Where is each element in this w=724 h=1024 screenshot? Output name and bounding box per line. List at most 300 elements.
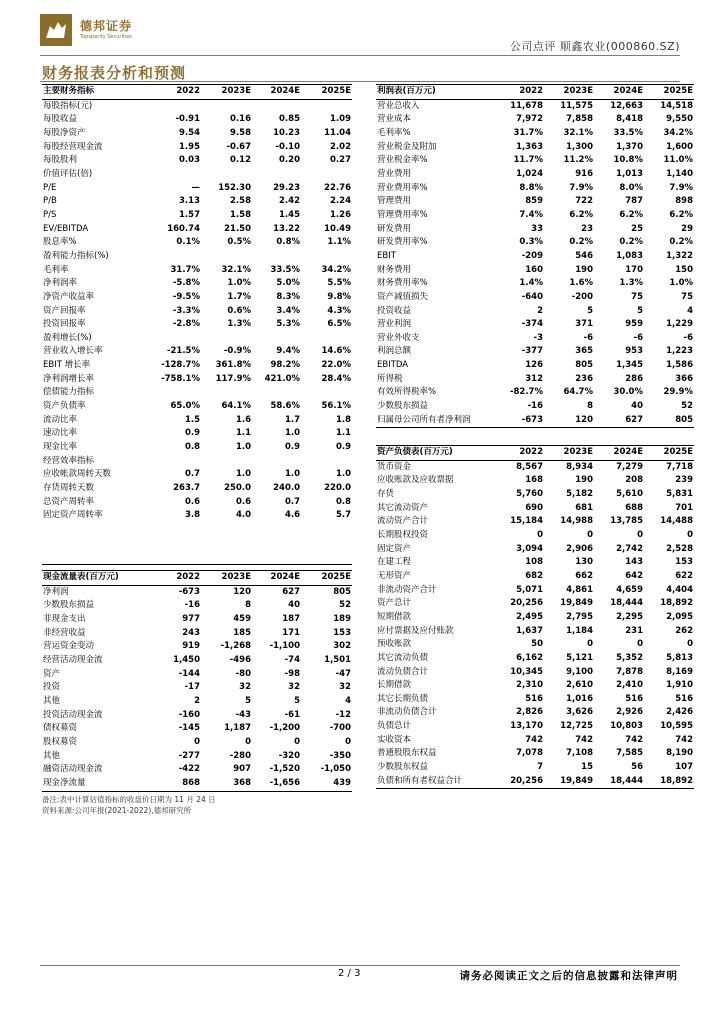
table-row <box>42 414 352 428</box>
row-label: 资产负债表(百万元) <box>376 446 494 461</box>
cell-value: 622 <box>675 570 693 581</box>
cell-value: -209 <box>521 250 543 261</box>
cell-value: 5,121 <box>566 652 593 663</box>
cell-value: -6 <box>633 332 643 343</box>
cell-value: -12 <box>335 709 351 720</box>
cell-value: 75 <box>631 291 643 302</box>
cell-value: 2.58 <box>230 196 251 207</box>
cell-value <box>152 250 201 264</box>
cell-value <box>301 386 352 400</box>
table-row <box>42 223 352 237</box>
table-row <box>376 747 694 761</box>
section-title: 财务报表分析和预测 <box>42 64 187 82</box>
cell-value: 236 <box>575 373 593 384</box>
table-row <box>42 291 352 305</box>
cell-value: 1.0 <box>284 469 300 480</box>
cell-value: 11.7% <box>513 155 543 166</box>
cell-value: 239 <box>675 475 693 486</box>
table-row <box>42 750 352 764</box>
cell-value: 3,626 <box>566 707 593 718</box>
cell-value: 2022 <box>152 571 201 586</box>
table-row <box>376 584 694 598</box>
table-row <box>376 250 694 264</box>
cell-value: -1,200 <box>269 723 300 734</box>
bull-logo-icon <box>40 14 72 46</box>
cell-value: 953 <box>625 346 643 357</box>
cell-value: 8,190 <box>666 748 693 759</box>
cell-value: 1,586 <box>666 360 693 371</box>
row-label: 长期股权投资 <box>377 529 429 540</box>
cell-value: 1,300 <box>566 141 593 152</box>
cell-value: -1,520 <box>269 764 300 775</box>
cell-value: 2025E <box>301 85 352 100</box>
row-label: 应付票据及应付账款 <box>377 625 454 636</box>
cell-value: 10,345 <box>510 666 543 677</box>
table-row <box>42 722 352 736</box>
cell-value: 7.9% <box>569 182 593 193</box>
table-row <box>376 400 694 414</box>
row-label: 所得税 <box>377 373 403 384</box>
cell-value <box>252 537 301 551</box>
table-row <box>376 706 694 720</box>
row-label: 总资产周转率 <box>43 496 95 507</box>
row-label: 速动比率 <box>43 428 78 439</box>
cell-value <box>152 332 201 346</box>
row-label: 财务费用率% <box>377 278 428 289</box>
table-row <box>376 141 694 155</box>
cell-value <box>201 250 252 264</box>
table-row <box>42 496 352 510</box>
page-number: 2 / 3 <box>338 968 361 979</box>
row-label: 每股指标(元) <box>43 100 93 111</box>
footnote-remark: 备注:表中计算估值指标的收盘价日期为 11 月 24 日 <box>42 795 216 804</box>
row-label: 无形资产 <box>377 570 412 581</box>
cell-value: 120 <box>233 586 251 597</box>
cell-value: 2024E <box>252 85 301 100</box>
row-label: 有效所得税率% <box>377 387 437 398</box>
cell-value: 0.1% <box>176 237 200 248</box>
cell-value: 2023E <box>201 85 252 100</box>
row-label: 偿债能力指标 <box>43 387 95 398</box>
cell-value: 18,444 <box>610 598 643 609</box>
table-row <box>376 720 694 734</box>
cell-value: 1.6 <box>235 414 251 425</box>
table-row <box>376 556 694 570</box>
cell-value: 29 <box>681 223 693 234</box>
table-row <box>42 386 352 400</box>
cell-value: 3.4% <box>276 305 300 316</box>
cell-value: 32 <box>288 682 300 693</box>
cell-value: 365 <box>575 346 593 357</box>
cell-value: 56 <box>631 762 643 773</box>
row-label: 负债和所有者权益合计 <box>376 775 494 789</box>
cell-value <box>152 386 201 400</box>
cell-value: 22.76 <box>324 182 351 193</box>
cell-value: 1,370 <box>616 141 643 152</box>
cell-value: 98.2% <box>270 360 300 371</box>
cell-value: 6.2% <box>669 209 693 220</box>
cell-value: 0.9 <box>284 442 300 453</box>
cell-value: 1,013 <box>616 168 643 179</box>
cell-value: 1,322 <box>666 250 693 261</box>
cell-value: 898 <box>675 196 693 207</box>
table-row <box>42 141 352 155</box>
cell-value: 5,352 <box>616 652 643 663</box>
cell-value: 11.04 <box>324 127 351 138</box>
cell-value <box>201 99 252 113</box>
cell-value: 1.26 <box>330 209 351 220</box>
cell-value: 108 <box>525 557 543 568</box>
cell-value: 2,310 <box>516 680 543 691</box>
cell-value <box>301 550 352 564</box>
cell-value: 8,169 <box>666 666 693 677</box>
cell-value: 1,910 <box>666 680 693 691</box>
cell-value <box>301 332 352 346</box>
cell-value: 977 <box>182 613 200 624</box>
cell-value: 243 <box>182 627 200 638</box>
table-row <box>376 611 694 625</box>
cell-value: -98 <box>284 668 300 679</box>
cell-value: 13,785 <box>610 516 643 527</box>
report-header: 公司点评 顺鑫农业(000860.SZ) <box>509 40 680 53</box>
row-label: 盈利增长(%) <box>43 332 92 343</box>
cell-value <box>252 332 301 346</box>
cell-value: — <box>191 182 200 193</box>
cell-value: 11.0% <box>663 155 693 166</box>
table-row <box>376 775 694 789</box>
table-row <box>376 679 694 693</box>
company-name: 德邦证券 <box>80 19 133 33</box>
cell-value: 4 <box>687 305 693 316</box>
cell-value: 742 <box>525 734 543 745</box>
row-label: 净利润增长率 <box>43 373 95 384</box>
row-label: 债权募资 <box>43 723 78 734</box>
cell-value <box>252 550 301 564</box>
table-row <box>376 195 694 209</box>
cell-value: -21.5% <box>166 346 200 357</box>
row-label: 现金净流量 <box>42 777 152 791</box>
cell-value: 32 <box>339 682 351 693</box>
cell-value: 787 <box>625 196 643 207</box>
cell-value: 2,495 <box>516 611 543 622</box>
cell-value: 919 <box>182 641 200 652</box>
row-label: 实收资本 <box>377 734 412 745</box>
row-label <box>42 537 152 551</box>
table-row <box>42 305 352 319</box>
table-row <box>42 613 352 627</box>
table-row <box>42 345 352 359</box>
cell-value: 5 <box>245 695 251 706</box>
row-label: 其他 <box>43 750 61 761</box>
table-row <box>42 550 352 564</box>
table-row <box>376 638 694 652</box>
cell-value: 682 <box>525 570 543 581</box>
cell-value: 1.0% <box>669 278 693 289</box>
cell-value: 1.0% <box>227 278 251 289</box>
cell-value: 0 <box>587 639 593 650</box>
cell-value: 13.22 <box>273 223 300 234</box>
cell-value: 143 <box>625 557 643 568</box>
cell-value: 9,100 <box>566 666 593 677</box>
table-row <box>42 318 352 332</box>
table-row <box>376 127 694 141</box>
cell-value: 160.74 <box>167 223 200 234</box>
table-row <box>376 502 694 516</box>
row-label: 现金流量表(百万元) <box>42 571 152 586</box>
row-label: 现金比率 <box>43 442 78 453</box>
cell-value: 18,892 <box>660 598 693 609</box>
table-row <box>42 509 352 523</box>
cell-value: 0 <box>637 639 643 650</box>
row-label: 归属母公司所有者净利润 <box>376 414 494 428</box>
table-row <box>376 332 694 346</box>
cell-value: 1,229 <box>666 319 693 330</box>
row-label: 营业总收入 <box>377 100 420 111</box>
table-row <box>376 529 694 543</box>
cell-value: 5,813 <box>666 652 693 663</box>
row-label: 营业收入增长率 <box>43 346 103 357</box>
cell-value: 8 <box>245 600 251 611</box>
cell-value: 18,444 <box>594 775 644 789</box>
row-label: 投资回报率 <box>43 319 86 330</box>
cell-value: 231 <box>625 625 643 636</box>
footnote-source: 资料来源:公司年报(2021-2022),德邦研究所 <box>42 806 192 815</box>
row-label: 营业税金率% <box>377 155 428 166</box>
cell-value: -160 <box>178 709 200 720</box>
cell-value: -5.8% <box>172 278 200 289</box>
table-row <box>376 345 694 359</box>
cell-value: -1,050 <box>320 764 351 775</box>
cell-value: 805 <box>333 586 351 597</box>
table-header-row <box>42 571 352 586</box>
cell-value <box>252 250 301 264</box>
cell-value: 0.16 <box>230 114 251 125</box>
cell-value: 2,742 <box>616 543 643 554</box>
table-row <box>42 763 352 777</box>
cell-value: 187 <box>282 613 300 624</box>
table-row <box>42 332 352 346</box>
row-label: 营运资金变动 <box>43 641 95 652</box>
cell-value: 40 <box>288 600 300 611</box>
cell-value: -128.7% <box>161 360 200 371</box>
cell-value: 10,803 <box>610 721 643 732</box>
cell-value: 0.2% <box>669 237 693 248</box>
cell-value: 516 <box>675 693 693 704</box>
cell-value: -0.9% <box>223 346 251 357</box>
row-label: 其它长期负债 <box>377 693 429 704</box>
table-row <box>42 209 352 223</box>
table-row <box>376 488 694 502</box>
table-row <box>376 223 694 237</box>
row-label: 其它流动负债 <box>377 652 429 663</box>
table-row <box>376 414 694 428</box>
main-indicators-table <box>42 84 352 565</box>
cell-value: 0.3% <box>519 237 543 248</box>
cell-value: 4.0 <box>235 510 251 521</box>
cell-value: -200 <box>571 291 593 302</box>
cell-value: 0.20 <box>279 155 300 166</box>
row-label: 管理费用率% <box>377 209 428 220</box>
cell-value: 0.8% <box>276 237 300 248</box>
cell-value <box>201 455 252 469</box>
cell-value <box>301 168 352 182</box>
table-row <box>42 236 352 250</box>
cash-flow-table <box>42 570 352 792</box>
cell-value: 859 <box>525 196 543 207</box>
table-row <box>42 455 352 469</box>
table-row <box>42 681 352 695</box>
cell-value: 11,575 <box>560 100 593 111</box>
cell-value <box>252 99 301 113</box>
cell-value: 5.0% <box>276 278 300 289</box>
row-label: 其他 <box>43 695 61 706</box>
cell-value: 1.45 <box>279 209 300 220</box>
cell-value <box>301 99 352 113</box>
cell-value: -61 <box>284 709 300 720</box>
cell-value: 22.0% <box>321 360 351 371</box>
cell-value: 742 <box>625 734 643 745</box>
cell-value: 3,094 <box>516 543 543 554</box>
cell-value: 2.42 <box>279 196 300 207</box>
cell-value: 627 <box>594 414 644 428</box>
cell-value: 153 <box>333 627 351 638</box>
row-label: 研发费用 <box>377 223 412 234</box>
cell-value: 3.8 <box>184 510 200 521</box>
row-label: EBIT <box>377 250 396 261</box>
cell-value: 64.1% <box>221 401 251 412</box>
cell-value: 0.03 <box>179 155 200 166</box>
row-label: 盈利能力指标(%) <box>43 250 109 261</box>
cell-value: 7,078 <box>516 748 543 759</box>
table-row <box>42 182 352 196</box>
table-row <box>42 195 352 209</box>
cell-value <box>301 250 352 264</box>
cell-value: -6 <box>583 332 593 343</box>
cell-value: 1,083 <box>616 250 643 261</box>
cell-value: 4,861 <box>566 584 593 595</box>
row-label: 非流动负债合计 <box>377 707 437 718</box>
table-row <box>42 668 352 682</box>
cell-value: 7,279 <box>616 461 643 472</box>
cell-value: 75 <box>681 291 693 302</box>
cell-value: 14,518 <box>660 100 693 111</box>
cell-value: 15,184 <box>510 516 543 527</box>
table-row <box>376 182 694 196</box>
cell-value: 2022 <box>494 446 544 461</box>
cell-value: 20,256 <box>510 598 543 609</box>
row-label: 在建工程 <box>377 557 412 568</box>
table-row <box>376 474 694 488</box>
row-label: 投资 <box>43 682 61 693</box>
table-row <box>376 373 694 387</box>
cell-value: 8 <box>587 401 593 412</box>
cell-value: 7 <box>537 762 543 773</box>
cell-value: 868 <box>152 777 201 791</box>
table-row <box>42 640 352 654</box>
cell-value: 33 <box>531 223 543 234</box>
row-label: 应收账款及应收票据 <box>377 475 454 486</box>
cell-value: 1.3% <box>619 278 643 289</box>
cell-value: 19,849 <box>544 775 594 789</box>
row-label: 流动比率 <box>43 414 78 425</box>
cell-value: 302 <box>333 641 351 652</box>
cell-value: 190 <box>575 475 593 486</box>
cell-value: 366 <box>675 373 693 384</box>
cell-value: 31.7% <box>513 127 543 138</box>
cell-value: 6.5% <box>327 319 351 330</box>
cell-value: 23 <box>581 223 593 234</box>
cell-value: 742 <box>575 734 593 745</box>
cell-value: 8.0% <box>619 182 643 193</box>
cell-value: 701 <box>675 502 693 513</box>
cell-value: 5.3% <box>276 319 300 330</box>
cell-value: -43 <box>235 709 251 720</box>
cell-value: 25 <box>631 223 643 234</box>
cell-value: 208 <box>625 475 643 486</box>
row-label: 投资收益 <box>377 305 412 316</box>
cell-value: -277 <box>178 750 200 761</box>
cell-value: 107 <box>675 762 693 773</box>
cell-value: 1.3% <box>227 319 251 330</box>
income-statement-table <box>376 84 694 428</box>
table-row <box>376 113 694 127</box>
row-label: 流动负债合计 <box>377 666 429 677</box>
cell-value: 0.9 <box>184 428 200 439</box>
cell-value: 2023E <box>201 571 252 586</box>
cell-value: 2023E <box>544 85 594 100</box>
row-label: 利润总额 <box>377 346 412 357</box>
cell-value: -1,656 <box>252 777 301 791</box>
cell-value: 1,140 <box>666 168 693 179</box>
cell-value: -374 <box>521 319 543 330</box>
row-label: 货币资金 <box>377 461 412 472</box>
cell-value: 2,926 <box>616 707 643 718</box>
row-label: 营业费用率% <box>377 182 428 193</box>
cell-value: 8.8% <box>519 182 543 193</box>
cell-value: 459 <box>233 613 251 624</box>
row-label: 净资产收益率 <box>43 291 95 302</box>
cell-value: 65.0% <box>170 401 200 412</box>
table-row <box>376 570 694 584</box>
table-row <box>376 277 694 291</box>
cell-value: -0.10 <box>275 141 300 152</box>
cell-value: 160 <box>525 264 543 275</box>
cell-value <box>152 523 201 537</box>
cell-value: 7,972 <box>516 114 543 125</box>
row-label: 资产 <box>43 668 61 679</box>
table-row <box>376 625 694 639</box>
cell-value: -47 <box>335 668 351 679</box>
cell-value: 52 <box>339 600 351 611</box>
cell-value: 21.50 <box>224 223 251 234</box>
cell-value: 2,426 <box>666 707 693 718</box>
cell-value: 30.0% <box>613 387 643 398</box>
cell-value: 15 <box>581 762 593 773</box>
cell-value: 907 <box>233 764 251 775</box>
table-row <box>42 250 352 264</box>
company-logo <box>40 14 170 46</box>
cell-value: 516 <box>625 693 643 704</box>
cell-value: 1,024 <box>516 168 543 179</box>
cell-value: 0 <box>687 529 693 540</box>
cell-value: 0 <box>537 529 543 540</box>
cell-value: 2,295 <box>616 611 643 622</box>
cell-value: 32.1% <box>221 264 251 275</box>
cell-value: -3.3% <box>172 305 200 316</box>
table-header-row <box>376 446 694 461</box>
cell-value: 12,725 <box>560 721 593 732</box>
cell-value: 5 <box>294 695 300 706</box>
